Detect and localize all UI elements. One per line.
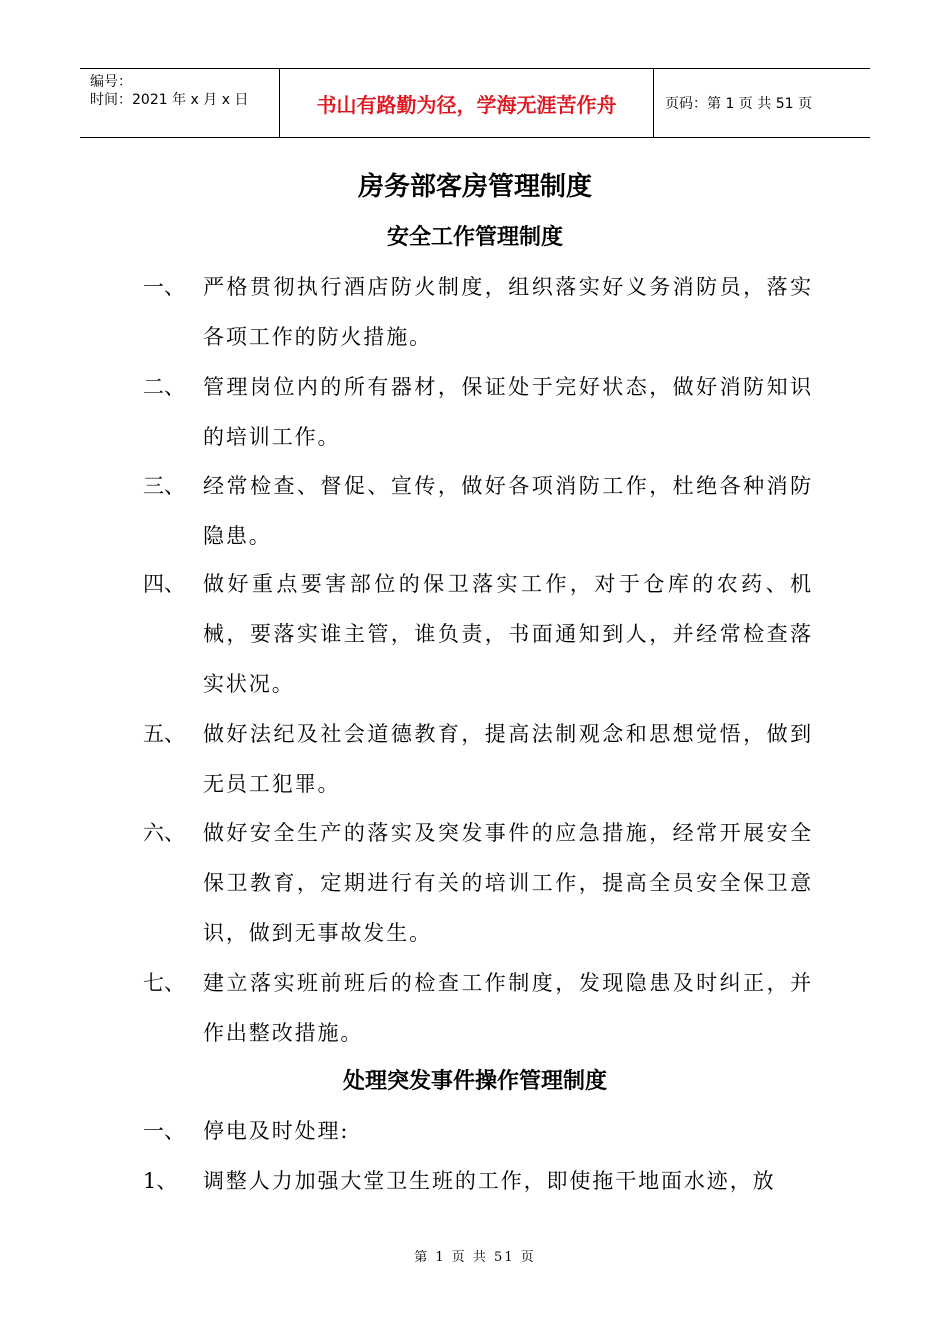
list-item — [143, 262, 813, 362]
code-label: 编号： — [90, 74, 132, 90]
item-text: 停电及时处理: — [203, 1119, 350, 1143]
header-page-info: 页码：第 1 页 共 51 页 — [665, 96, 812, 112]
item-text: 调整人力加强大堂卫生班的工作，即使拖干地面水迹，放 — [203, 1169, 776, 1193]
item-number: 四、 — [143, 572, 185, 596]
page-footer: 第 1 页 共 51 页 — [414, 1250, 536, 1265]
list-item — [143, 1156, 813, 1206]
section-title-safety: 安全工作管理制度 — [386, 224, 563, 250]
item-number: 1、 — [143, 1169, 178, 1193]
item-number: 二、 — [143, 375, 185, 399]
document-title: 房务部客房管理制度 — [357, 172, 592, 202]
list-item — [143, 461, 813, 561]
item-text: 管理岗位内的所有器材，保证处于完好状态，做好消防知识的培训工作。 — [203, 375, 813, 449]
header-meta — [80, 69, 280, 137]
item-text: 经常检查、督促、宣传，做好各项消防工作，杜绝各种消防隐患。 — [203, 474, 813, 548]
section-title-emergency: 处理突发事件操作管理制度 — [342, 1068, 607, 1094]
list-item — [143, 362, 813, 462]
list-item — [143, 1106, 813, 1156]
item-number: 七、 — [143, 971, 185, 995]
list-item — [143, 709, 813, 809]
item-number: 三、 — [143, 474, 185, 498]
item-text: 建立落实班前班后的检查工作制度，发现隐患及时纠正，并作出整改措施。 — [203, 971, 813, 1045]
item-number: 一、 — [143, 275, 185, 299]
list-item — [143, 808, 813, 958]
list-item — [143, 559, 813, 709]
item-number: 一、 — [143, 1119, 185, 1143]
item-text: 做好法纪及社会道德教育，提高法制观念和思想觉悟，做到无员工犯罪。 — [203, 722, 813, 796]
item-number: 五、 — [143, 722, 185, 746]
item-text: 做好安全生产的落实及突发事件的应急措施，经常开展安全保卫教育，定期进行有关的培训工作，提高全员安全保卫意识，做到无事故发生。 — [203, 821, 813, 945]
item-text: 严格贯彻执行酒店防火制度，组织落实好义务消防员，落实各项工作的防火措施。 — [203, 275, 813, 349]
item-text: 做好重点要害部位的保卫落实工作，对于仓库的农药、机械，要落实谁主管，谁负责，书面通知到人，并经常检查落实状况。 — [203, 572, 813, 696]
header-motto: 书山有路勤为径，学海无涯苦作舟 — [280, 69, 654, 137]
header-table — [80, 68, 870, 138]
item-number: 六、 — [143, 821, 185, 845]
date-label: 时间：2021 年 x 月 x 日 — [90, 92, 249, 108]
list-item — [143, 958, 813, 1058]
